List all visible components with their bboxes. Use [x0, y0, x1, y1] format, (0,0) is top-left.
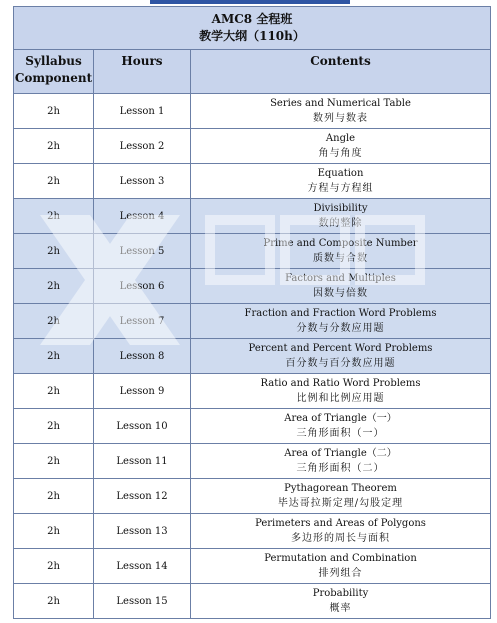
table-row — [14, 199, 491, 234]
table-row — [14, 339, 491, 374]
component-cell: 2h — [14, 444, 94, 479]
lesson-cell: Lesson 6 — [94, 269, 191, 304]
contents-en: Equation — [317, 168, 364, 179]
column-header-row — [14, 50, 491, 94]
contents-en: Prime and Composite Number — [263, 238, 418, 249]
lesson-cell: Lesson 2 — [94, 129, 191, 164]
contents-en: Pythagorean Theorem — [284, 483, 397, 494]
contents-en: Area of Triangle（二） — [284, 448, 397, 459]
contents-cell — [191, 444, 491, 479]
column-header-contents: Contents — [191, 50, 491, 94]
table-row — [14, 129, 491, 164]
column-header-component: Syllabus Component — [14, 50, 94, 94]
contents-en: Probability — [312, 588, 369, 599]
lesson-cell: Lesson 12 — [94, 479, 191, 514]
contents-en: Series and Numerical Table — [270, 98, 411, 109]
lesson-cell: Lesson 9 — [94, 374, 191, 409]
contents-zh: 方程与方程组 — [307, 183, 374, 194]
table-title — [14, 7, 491, 50]
contents-en: Percent and Percent Word Problems — [248, 343, 433, 354]
contents-en: Divisibility — [313, 203, 368, 214]
syllabus-table-wrapper — [13, 6, 490, 619]
contents-cell — [191, 269, 491, 304]
component-cell: 2h — [14, 129, 94, 164]
contents-en: Angle — [325, 133, 356, 144]
contents-zh: 排列组合 — [318, 568, 363, 579]
contents-en: Perimeters and Areas of Polygons — [255, 518, 426, 529]
contents-cell — [191, 94, 491, 129]
component-cell: 2h — [14, 584, 94, 619]
component-cell: 2h — [14, 269, 94, 304]
table-row — [14, 164, 491, 199]
contents-zh: 角与角度 — [318, 148, 363, 159]
contents-en: Ratio and Ratio Word Problems — [260, 378, 421, 389]
table-row — [14, 549, 491, 584]
component-cell: 2h — [14, 164, 94, 199]
table-row — [14, 479, 491, 514]
lesson-cell: Lesson 3 — [94, 164, 191, 199]
contents-en: Area of Triangle（一） — [284, 413, 397, 424]
contents-cell — [191, 164, 491, 199]
table-row — [14, 514, 491, 549]
table-title-row — [14, 7, 491, 50]
contents-zh: 毕达哥拉斯定理/勾股定理 — [277, 498, 404, 509]
contents-zh: 分数与分数应用题 — [296, 323, 385, 334]
lesson-cell: Lesson 8 — [94, 339, 191, 374]
contents-cell — [191, 304, 491, 339]
contents-en: Factors and Multiples — [285, 273, 396, 284]
table-row — [14, 234, 491, 269]
contents-en: Fraction and Fraction Word Problems — [244, 308, 437, 319]
table-row — [14, 304, 491, 339]
contents-cell — [191, 339, 491, 374]
component-cell: 2h — [14, 514, 94, 549]
lesson-cell: Lesson 15 — [94, 584, 191, 619]
syllabus-table — [13, 6, 491, 619]
contents-zh: 数列与数表 — [313, 113, 368, 124]
contents-cell — [191, 129, 491, 164]
column-header-hours: Hours — [94, 50, 191, 94]
table-row — [14, 409, 491, 444]
table-row — [14, 94, 491, 129]
component-cell: 2h — [14, 199, 94, 234]
contents-cell — [191, 584, 491, 619]
contents-zh: 多边形的周长与面积 — [291, 533, 390, 544]
table-row — [14, 444, 491, 479]
contents-cell — [191, 374, 491, 409]
contents-cell — [191, 479, 491, 514]
table-row — [14, 269, 491, 304]
lesson-cell: Lesson 4 — [94, 199, 191, 234]
component-cell: 2h — [14, 549, 94, 584]
lesson-cell: Lesson 11 — [94, 444, 191, 479]
component-cell: 2h — [14, 374, 94, 409]
contents-zh: 三角形面积（一） — [296, 428, 385, 439]
contents-zh: 比例和比例应用题 — [296, 393, 385, 404]
component-cell: 2h — [14, 94, 94, 129]
contents-zh: 质数与合数 — [313, 253, 368, 264]
course-title: AMC8 全程班 — [211, 12, 293, 26]
lesson-cell: Lesson 5 — [94, 234, 191, 269]
component-cell: 2h — [14, 409, 94, 444]
lesson-cell: Lesson 1 — [94, 94, 191, 129]
contents-zh: 因数与倍数 — [313, 288, 368, 299]
lesson-cell: Lesson 14 — [94, 549, 191, 584]
component-cell: 2h — [14, 304, 94, 339]
syllabus-subtitle: 教学大纲（110h） — [199, 29, 305, 43]
top-accent-bar — [150, 0, 350, 4]
table-body — [14, 94, 491, 619]
contents-zh: 三角形面积（二） — [296, 463, 385, 474]
contents-zh: 百分数与百分数应用题 — [285, 358, 396, 369]
table-row — [14, 374, 491, 409]
lesson-cell: Lesson 10 — [94, 409, 191, 444]
lesson-cell: Lesson 7 — [94, 304, 191, 339]
contents-cell — [191, 234, 491, 269]
contents-en: Permutation and Combination — [264, 553, 417, 564]
contents-zh: 概率 — [329, 603, 352, 614]
contents-zh: 数的整除 — [318, 218, 363, 229]
component-cell: 2h — [14, 479, 94, 514]
component-cell: 2h — [14, 339, 94, 374]
contents-cell — [191, 409, 491, 444]
contents-cell — [191, 199, 491, 234]
component-cell: 2h — [14, 234, 94, 269]
contents-cell — [191, 549, 491, 584]
lesson-cell: Lesson 13 — [94, 514, 191, 549]
table-row — [14, 584, 491, 619]
contents-cell — [191, 514, 491, 549]
